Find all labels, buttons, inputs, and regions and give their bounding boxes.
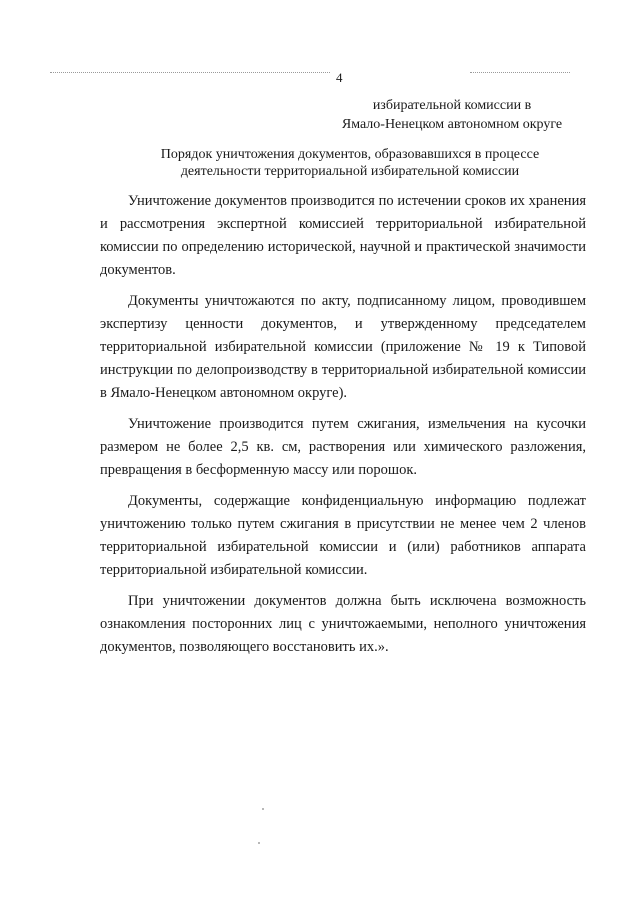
scan-speck <box>258 842 260 844</box>
page-number: 4 <box>336 70 343 85</box>
document-title <box>60 146 640 180</box>
document-header <box>264 96 584 134</box>
header-line-2: Ямало-Ненецком автономном округе <box>341 117 563 132</box>
paragraph: Документы, содержащие конфиденциальную информацию подлежат уничтожению только путем сжигания в присутствии не менее чем 2 членов территориальной избирательной комиссии и (или) работников аппарата территориальной избирательной комиссии. <box>100 493 586 578</box>
paragraph: Уничтожение документов производится по истечении сроков их хранения и рассмотрения экспертной комиссией территориальной избирательной комиссии по определению исторической, научной и практической значимости документов. <box>100 193 586 278</box>
header-line-1: избирательной комиссии в <box>372 98 532 113</box>
paragraph: Документы уничтожаются по акту, подписанному лицом, проводившем экспертизу ценности документов, и утвержденному председателем территориальной избирательной комиссии (приложение № 19 к Типовой инструкции по делопроизводству в территориальной избирательной комиссии в Ямало-Ненецком автономном округе). <box>100 293 586 401</box>
title-line-2: деятельности территориальной избирательной комиссии <box>180 164 520 179</box>
scan-speck <box>262 808 264 810</box>
title-line-1: Порядок уничтожения документов, образовавшихся в процессе <box>160 147 540 162</box>
scan-artifact-left <box>50 72 330 76</box>
scan-artifact-right <box>470 72 570 76</box>
document-body <box>100 190 586 667</box>
paragraph: Уничтожение производится путем сжигания, измельчения на кусочки размером не более 2,5 кв. см, растворения или химического разложения, превращения в бесформенную массу или порошок. <box>100 416 586 478</box>
paragraph: При уничтожении документов должна быть исключена возможность ознакомления посторонних лиц с уничтожаемыми, неполного уничтожения документов, позволяющего восстановить их.». <box>100 593 586 655</box>
